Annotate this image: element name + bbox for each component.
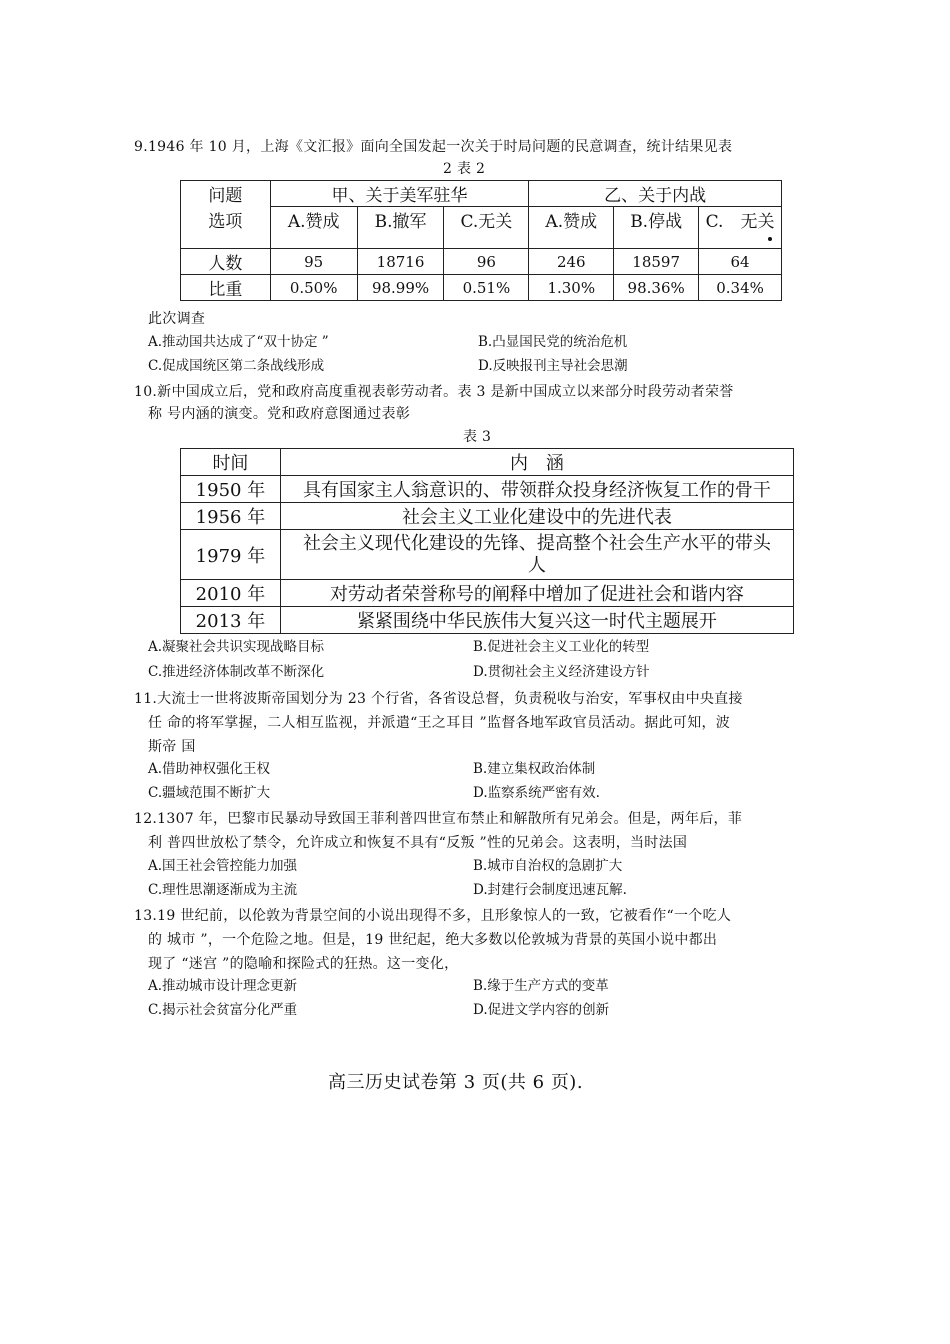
q13-stem-line1: 13.19 世纪前，以伦敦为背景空间的小说出现得不多，且形象惊人的一致，它被看作“一个吃人: [134, 908, 732, 924]
table2-row-count-label: 人数: [181, 249, 271, 275]
table3-year-cell: 2010 年: [181, 580, 281, 607]
table2-ratio-cell: 0.34%: [699, 275, 782, 301]
table2-row-ratio-label: 比重: [181, 275, 271, 301]
table2-count-cell: 96: [444, 249, 529, 275]
table2-count-cell: 18597: [614, 249, 699, 275]
table2-ratio-cell: 0.51%: [444, 275, 529, 301]
q10-option-c: C.推进经济体制改革不断深化: [148, 664, 325, 680]
table2-count-cell: 95: [270, 249, 357, 275]
table2-row-option-label: 选项: [181, 207, 271, 249]
table3-year-cell: 2013 年: [181, 607, 281, 634]
q9-stem-line1: 9.1946 年 10 月，上海《文汇报》面向全国发起一次关于时局问题的民意调查，统计结果见表: [134, 139, 733, 155]
q12-stem-line1: 12.1307 年，巴黎市民暴动导致国王菲利普四世宣布禁止和解散所有兄弟会。但是，两年后，菲: [134, 811, 743, 827]
q11-option-b: B.建立集权政治体制: [473, 761, 596, 777]
q13-option-d: D.促进文学内容的创新: [473, 1002, 610, 1018]
table2-ratio-cell: 1.30%: [529, 275, 614, 301]
q13-option-c: C.揭示社会贫富分化严重: [148, 1002, 298, 1018]
table-3: [180, 448, 794, 634]
q9-option-d: D.反映报刊主导社会思潮: [478, 358, 628, 374]
table2-group-a: 甲、关于美军驻华: [270, 181, 529, 207]
table2-group-b: 乙、关于内战: [529, 181, 782, 207]
table2-count-cell: 64: [699, 249, 782, 275]
table3-content-cell: 具有国家主人翁意识的、带领群众投身经济恢复工作的骨干: [280, 476, 793, 503]
table2-option-cell: A.赞成: [270, 207, 357, 249]
table3-year-cell: 1956 年: [181, 503, 281, 530]
q12-option-d: D.封建行会制度迅速瓦解.: [473, 882, 627, 898]
table-2: [180, 180, 782, 301]
table2-header-question: 问题: [181, 181, 271, 207]
table2-ratio-cell: 0.50%: [270, 275, 357, 301]
q11-stem-line3: 斯帝 国: [148, 739, 196, 755]
page-footer: 高三历史试卷第 3 页(共 6 页).: [328, 1072, 584, 1093]
q11-stem-line1: 11.大流士一世将波斯帝国划分为 23 个行省，各省设总督，负责税收与治安，军事权由中央直接: [134, 691, 743, 707]
q13-stem-line2: 的 城市 ”，一个危险之地。但是，19 世纪起，绝大多数以伦敦城为背景的英国小说中都出: [148, 932, 718, 948]
table3-content-line: 人: [527, 554, 546, 576]
q13-option-b: B.缘于生产方式的变革: [473, 978, 609, 994]
table2-ratio-cell: 98.36%: [614, 275, 699, 301]
q9-option-c: C.促成国统区第二条战线形成: [148, 358, 325, 374]
q9-option-b: B.凸显国民党的统治危机: [478, 334, 628, 350]
q11-option-c: C.疆域范围不断扩大: [148, 785, 271, 801]
q9-option-a: A.推动国共达成了“双十协定 ”: [148, 334, 329, 350]
q12-stem-line2: 利 普四世放松了禁令，允许成立和恢复不具有“反叛 ”性的兄弟会。这表明，当时法国: [148, 835, 688, 851]
table2-option-cell: B.停战: [614, 207, 699, 249]
table3-content-cell: 对劳动者荣誉称号的阐释中增加了促进社会和谐内容: [280, 580, 793, 607]
q13-option-a: A.推动城市设计理念更新: [148, 978, 298, 994]
q10-stem-line1: 10.新中国成立后，党和政府高度重视表彰劳动者。表 3 是新中国成立以来部分时段劳动者荣誉: [134, 384, 734, 400]
table3-year-cell: 1950 年: [181, 476, 281, 503]
table2-ratio-cell: 98.99%: [357, 275, 444, 301]
q12-option-b: B.城市自治权的急剧扩大: [473, 858, 623, 874]
table2-option-cell: A.赞成: [529, 207, 614, 249]
q12-option-a: A.国王社会管控能力加强: [148, 858, 298, 874]
table3-header-content: 内 涵: [280, 449, 793, 476]
q9-stem-end: 此次调查: [148, 311, 206, 327]
table3-content-cell: [280, 530, 793, 580]
table3-content-line: 社会主义现代化建设的先锋、提高整个社会生产水平的带头: [302, 532, 771, 554]
q12-option-c: C.理性思潮逐渐成为主流: [148, 882, 298, 898]
q13-stem-line3: 现了 “迷宫 ”的隐喻和探险式的狂热。这一变化，: [148, 956, 459, 972]
q10-stem-line2: 称 号内涵的演变。党和政府意图通过表彰: [148, 406, 411, 422]
q11-stem-line2: 任 命的将军掌握，二人相互监视，并派遣“王之耳目 ”监督各地军政官员活动。据此可知，波: [148, 715, 731, 731]
q10-option-a: A.凝聚社会共识实现战略目标: [148, 639, 325, 655]
stray-dot: [768, 237, 772, 241]
q11-option-a: A.借助神权强化王权: [148, 761, 271, 777]
table3-caption: 表 3: [463, 429, 492, 445]
table2-count-cell: 246: [529, 249, 614, 275]
table3-header-time: 时间: [181, 449, 281, 476]
table3-content-cell: 社会主义工业化建设中的先进代表: [280, 503, 793, 530]
table2-count-cell: 18716: [357, 249, 444, 275]
q11-option-d: D.监察系统严密有效.: [473, 785, 600, 801]
table3-year-cell: 1979 年: [181, 530, 281, 580]
table2-option-cell: C. 无关: [699, 207, 782, 249]
q10-option-b: B.促进社会主义工业化的转型: [473, 639, 650, 655]
table2-option-cell: C.无关: [444, 207, 529, 249]
table2-option-cell: B.撤军: [357, 207, 444, 249]
table2-caption: 2 表 2: [443, 161, 486, 177]
q10-option-d: D.贯彻社会主义经济建设方针: [473, 664, 650, 680]
table3-content-cell: 紧紧围绕中华民族伟大复兴这一时代主题展开: [280, 607, 793, 634]
